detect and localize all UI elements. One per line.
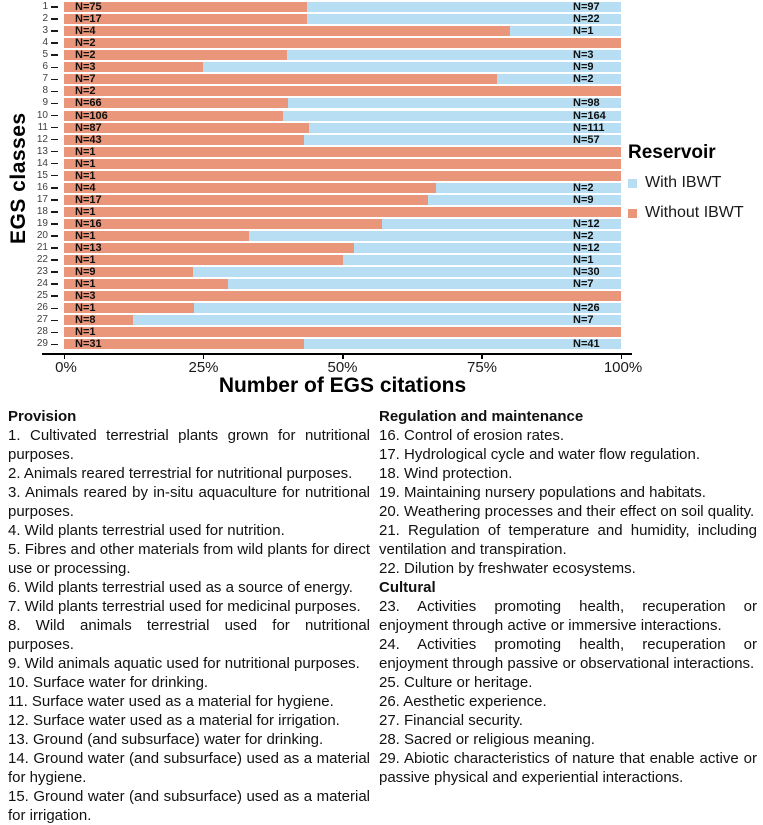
n-label-without-ibwt: N=3 [75, 290, 96, 303]
bar-row [0, 159, 621, 169]
y-tick-label: 25 [36, 290, 48, 302]
egs-class-description: 22. Dilution by freshwater ecosystems. [379, 560, 636, 577]
bar-segment-with-ibwt [288, 98, 621, 108]
n-label-with-ibwt: N=7 [573, 278, 594, 291]
bar-row [0, 74, 621, 84]
stacked-bar [64, 267, 621, 277]
bar-segment-with-ibwt [287, 50, 621, 60]
bar-segment-with-ibwt [203, 62, 621, 72]
stacked-bar [64, 231, 621, 241]
stacked-bar [64, 279, 621, 289]
section-header-cultural: Cultural [379, 579, 436, 596]
legend-title: Reservoir [628, 142, 716, 163]
bar-segment-without-ibwt [64, 50, 287, 60]
y-tick-mark [51, 18, 58, 20]
stacked-bar [64, 327, 621, 337]
n-label-with-ibwt: N=57 [573, 133, 600, 146]
bar-segment-with-ibwt [193, 267, 621, 277]
y-tick-mark [51, 271, 58, 273]
legend-item-with-ibwt [628, 174, 744, 192]
egs-class-description: 27. Financial security. [379, 712, 523, 729]
n-label-with-ibwt: N=9 [573, 193, 594, 206]
y-tick-label: 16 [36, 181, 48, 193]
n-label-with-ibwt: N=41 [573, 338, 600, 351]
stacked-bar [64, 74, 621, 84]
egs-class-description: 9. Wild animals aquatic used for nutritional purposes. [8, 655, 360, 672]
n-label-without-ibwt: N=1 [75, 326, 96, 339]
y-tick-mark [51, 235, 58, 237]
bar-segment-without-ibwt [64, 243, 354, 253]
n-label-with-ibwt: N=1 [573, 254, 594, 267]
bar-row [0, 279, 621, 289]
egs-class-description: 13. Ground (and subsurface) water for drinking. [8, 731, 324, 748]
y-tick-label: 1 [42, 1, 48, 12]
x-tick-label: 25% [188, 359, 219, 376]
bar-row [0, 339, 621, 349]
y-tick-mark [51, 320, 58, 322]
bar-row [0, 303, 621, 313]
bar-row [0, 207, 621, 217]
n-label-without-ibwt: N=1 [75, 169, 96, 182]
y-tick-label: 19 [36, 217, 48, 229]
y-tick-mark [51, 247, 58, 249]
bar-segment-without-ibwt [64, 26, 510, 36]
y-tick-mark [51, 115, 58, 117]
bar-row [0, 14, 621, 24]
bar-segment-without-ibwt [64, 195, 428, 205]
n-label-without-ibwt: N=75 [75, 1, 102, 13]
y-tick-label: 24 [36, 278, 48, 290]
n-label-without-ibwt: N=1 [75, 230, 96, 242]
stacked-bar [64, 123, 621, 133]
n-label-without-ibwt: N=2 [75, 49, 96, 62]
egs-class-description: 19. Maintaining nursery populations and habitats. [379, 484, 706, 501]
y-tick-label: 22 [36, 254, 48, 266]
egs-class-description: 24. Activities promoting health, recuperation or enjoyment through passive or observational interactions. [379, 636, 757, 672]
descriptions-right-column [379, 407, 757, 825]
n-label-without-ibwt: N=7 [75, 73, 96, 86]
egs-class-description: 11. Surface water used as a material for hygiene. [8, 693, 334, 710]
stacked-bar [64, 159, 621, 169]
y-tick-mark [51, 103, 58, 105]
n-label-without-ibwt: N=1 [75, 145, 96, 158]
n-label-with-ibwt: N=2 [573, 73, 594, 86]
bar-segment-with-ibwt [510, 26, 621, 36]
stacked-bar [64, 14, 621, 24]
legend [628, 142, 744, 234]
stacked-bar [64, 2, 621, 12]
bar-row [0, 219, 621, 229]
bar-row [0, 86, 621, 96]
section-header-regulation: Regulation and maintenance [379, 408, 584, 425]
bar-segment-without-ibwt [64, 207, 621, 217]
n-label-without-ibwt: N=1 [75, 302, 96, 315]
stacked-bar [64, 303, 621, 313]
section-header-provision: Provision [8, 408, 77, 425]
y-tick-label: 15 [36, 169, 48, 181]
egs-class-description: 21. Regulation of temperature and humidity, including ventilation and transpiration. [379, 522, 757, 558]
y-tick-label: 8 [42, 85, 48, 97]
stacked-bar [64, 98, 621, 108]
n-label-with-ibwt: N=2 [573, 181, 594, 194]
y-tick-mark [51, 127, 58, 129]
n-label-without-ibwt: N=16 [75, 217, 102, 230]
y-tick-label: 28 [36, 326, 48, 338]
stacked-bar [64, 207, 621, 217]
n-label-without-ibwt: N=31 [75, 338, 102, 351]
bar-segment-without-ibwt [64, 147, 621, 157]
y-tick-mark [51, 6, 58, 8]
y-tick-mark [51, 175, 58, 177]
stacked-bar [64, 111, 621, 121]
egs-class-description: 17. Hydrological cycle and water flow regulation. [379, 446, 700, 463]
stacked-bar [64, 135, 621, 145]
x-axis-line [42, 353, 632, 355]
egs-citations-chart [0, 0, 763, 402]
stacked-bar [64, 62, 621, 72]
n-label-without-ibwt: N=1 [75, 278, 96, 291]
y-tick-label: 7 [42, 73, 48, 85]
y-axis-title: EGS classes [7, 112, 30, 244]
y-tick-mark [51, 199, 58, 201]
egs-class-description: 26. Aesthetic experience. [379, 693, 547, 710]
bar-row [0, 62, 621, 72]
n-label-without-ibwt: N=106 [75, 109, 108, 122]
n-label-with-ibwt: N=111 [573, 121, 605, 134]
n-label-without-ibwt: N=17 [75, 13, 102, 26]
y-tick-label: 11 [37, 121, 48, 133]
egs-class-description: 23. Activities promoting health, recuperation or enjoyment through active or immersive interactions. [379, 598, 757, 634]
bar-segment-with-ibwt [194, 303, 621, 313]
x-tick-label: 50% [327, 359, 358, 376]
n-label-without-ibwt: N=1 [75, 157, 96, 170]
n-label-with-ibwt: N=26 [573, 302, 600, 315]
bar-segment-without-ibwt [64, 38, 621, 48]
egs-class-description: 20. Weathering processes and their effect on soil quality. [379, 503, 755, 520]
bar-segment-without-ibwt [64, 183, 436, 193]
y-tick-label: 26 [36, 302, 48, 314]
bar-row [0, 2, 621, 12]
y-tick-label: 2 [42, 13, 48, 25]
n-label-with-ibwt: N=97 [573, 1, 600, 13]
y-tick-mark [51, 139, 58, 141]
egs-class-description: 8. Wild animals terrestrial used for nutritional purposes. [8, 617, 370, 653]
y-tick-mark [51, 91, 58, 93]
egs-class-description: 1. Cultivated terrestrial plants grown for nutritional purposes. [8, 427, 370, 463]
bar-segment-without-ibwt [64, 74, 497, 84]
stacked-bar [64, 50, 621, 60]
legend-item-without-ibwt [628, 204, 744, 222]
egs-class-description: 16. Control of erosion rates. [379, 427, 565, 444]
n-label-with-ibwt: N=2 [573, 230, 594, 242]
n-label-with-ibwt: N=1 [573, 25, 594, 38]
bar-row [0, 183, 621, 193]
n-label-without-ibwt: N=4 [75, 25, 96, 38]
y-tick-mark [51, 151, 58, 153]
y-tick-label: 13 [36, 145, 48, 157]
bar-row [0, 147, 621, 157]
bar-row [0, 291, 621, 301]
y-tick-mark [51, 163, 58, 165]
y-tick-label: 17 [36, 193, 48, 205]
y-tick-label: 12 [36, 133, 48, 145]
y-tick-label: 21 [36, 242, 48, 253]
y-tick-label: 23 [36, 266, 48, 278]
bar-segment-with-ibwt [228, 279, 621, 289]
legend-label: With IBWT [645, 174, 722, 191]
egs-class-description: 4. Wild plants terrestrial used for nutrition. [8, 522, 285, 539]
y-tick-label: 10 [36, 109, 48, 121]
bar-row [0, 38, 621, 48]
stacked-bar [64, 195, 621, 205]
stacked-bar [64, 183, 621, 193]
egs-class-description: 6. Wild plants terrestrial used as a source of energy. [8, 579, 353, 596]
n-label-without-ibwt: N=2 [75, 37, 96, 50]
bar-segment-without-ibwt [64, 255, 343, 265]
bar-row [0, 135, 621, 145]
bar-row [0, 243, 621, 253]
bar-row [0, 195, 621, 205]
y-tick-label: 9 [42, 97, 48, 109]
y-tick-mark [51, 283, 58, 285]
y-tick-label: 18 [36, 205, 48, 217]
y-tick-mark [51, 211, 58, 213]
egs-class-description: 28. Sacred or religious meaning. [379, 731, 595, 748]
n-label-without-ibwt: N=2 [75, 85, 96, 98]
stacked-bar [64, 339, 621, 349]
bar-segment-without-ibwt [64, 291, 621, 301]
n-label-with-ibwt: N=7 [573, 314, 594, 327]
y-tick-mark [51, 332, 58, 334]
n-label-with-ibwt: N=98 [573, 97, 600, 110]
n-label-with-ibwt: N=22 [573, 13, 600, 26]
egs-class-description: 18. Wind protection. [379, 465, 513, 482]
y-tick-mark [51, 42, 58, 44]
n-label-without-ibwt: N=1 [75, 205, 96, 218]
x-tick-label: 100% [603, 359, 643, 376]
stacked-bar [64, 171, 621, 181]
stacked-bar [64, 26, 621, 36]
bar-row [0, 327, 621, 337]
x-tick-label: 0% [55, 359, 77, 376]
n-label-without-ibwt: N=66 [75, 97, 102, 110]
bar-row [0, 123, 621, 133]
bar-row [0, 231, 621, 241]
stacked-bar [64, 147, 621, 157]
egs-class-descriptions [0, 402, 763, 825]
bar-segment-with-ibwt [249, 231, 621, 241]
legend-swatch-with-ibwt [628, 179, 637, 188]
y-tick-mark [51, 223, 58, 225]
stacked-bar [64, 291, 621, 301]
n-label-with-ibwt: N=30 [573, 266, 600, 279]
y-tick-label: 29 [36, 338, 48, 350]
y-tick-mark [51, 79, 58, 81]
bar-row [0, 267, 621, 277]
x-axis-title: Number of EGS citations [218, 374, 467, 397]
stacked-bar [64, 315, 621, 325]
y-tick-mark [51, 295, 58, 297]
y-tick-mark [51, 344, 58, 346]
n-label-without-ibwt: N=4 [75, 181, 96, 194]
x-tick-label: 75% [466, 359, 498, 376]
egs-class-description: 29. Abiotic characteristics of nature that enable active or passive physical and experiential interactions. [379, 750, 757, 786]
egs-class-description: 2. Animals reared terrestrial for nutritional purposes. [8, 465, 353, 482]
bar-row [0, 98, 621, 108]
n-label-with-ibwt: N=164 [573, 109, 606, 122]
y-tick-mark [51, 259, 58, 261]
bar-segment-with-ibwt [283, 111, 621, 121]
y-tick-mark [51, 30, 58, 32]
n-label-with-ibwt: N=9 [573, 61, 594, 74]
y-tick-label: 14 [36, 157, 48, 169]
egs-class-description: 5. Fibres and other materials from wild plants for direct use or processing. [8, 541, 370, 577]
y-tick-mark [51, 67, 58, 69]
bar-segment-with-ibwt [133, 315, 622, 325]
n-label-without-ibwt: N=8 [75, 314, 96, 327]
n-label-with-ibwt: N=12 [573, 217, 600, 230]
n-label-with-ibwt: N=12 [573, 242, 600, 254]
legend-swatch-without-ibwt [628, 209, 637, 218]
y-tick-mark [51, 187, 58, 189]
descriptions-left-column [8, 407, 370, 825]
n-label-without-ibwt: N=87 [75, 121, 102, 134]
stacked-bar [64, 255, 621, 265]
n-label-without-ibwt: N=17 [75, 193, 102, 206]
n-label-without-ibwt: N=3 [75, 61, 96, 74]
egs-class-description: 3. Animals reared by in-situ aquaculture for nutritional purposes. [8, 484, 370, 520]
n-label-with-ibwt: N=3 [573, 49, 594, 62]
egs-class-description: 12. Surface water used as a material for irrigation. [8, 712, 340, 729]
bar-row [0, 171, 621, 181]
bar-segment-without-ibwt [64, 219, 382, 229]
egs-class-description: 14. Ground water (and subsurface) used as a material for hygiene. [8, 750, 370, 786]
bar-segment-without-ibwt [64, 327, 621, 337]
bar-row [0, 255, 621, 265]
n-label-without-ibwt: N=9 [75, 266, 96, 279]
y-tick-mark [51, 308, 58, 310]
egs-class-description: 10. Surface water for drinking. [8, 674, 209, 691]
y-tick-label: 27 [36, 314, 48, 326]
bar-segment-without-ibwt [64, 171, 621, 181]
egs-class-description: 7. Wild plants terrestrial used for medicinal purposes. [8, 598, 361, 615]
legend-label: Without IBWT [645, 204, 744, 221]
bar-row [0, 111, 621, 121]
y-tick-label: 4 [42, 37, 48, 49]
bar-segment-with-ibwt [497, 74, 621, 84]
bar-segment-without-ibwt [64, 86, 621, 96]
stacked-bar [64, 86, 621, 96]
bar-row [0, 50, 621, 60]
egs-class-description: 25. Culture or heritage. [379, 674, 533, 691]
bar-row [0, 315, 621, 325]
y-tick-label: 5 [42, 49, 48, 61]
bar-row [0, 26, 621, 36]
n-label-without-ibwt: N=13 [75, 242, 102, 254]
egs-class-description: 15. Ground water (and subsurface) used as a material for irrigation. [8, 788, 370, 824]
n-label-without-ibwt: N=1 [75, 254, 96, 267]
stacked-bar [64, 243, 621, 253]
bar-segment-without-ibwt [64, 159, 621, 169]
y-tick-label: 20 [36, 230, 48, 241]
n-label-without-ibwt: N=43 [75, 133, 102, 146]
y-tick-mark [51, 54, 58, 56]
stacked-bar [64, 219, 621, 229]
y-tick-label: 3 [42, 25, 48, 37]
stacked-bar [64, 38, 621, 48]
y-tick-label: 6 [42, 61, 48, 73]
